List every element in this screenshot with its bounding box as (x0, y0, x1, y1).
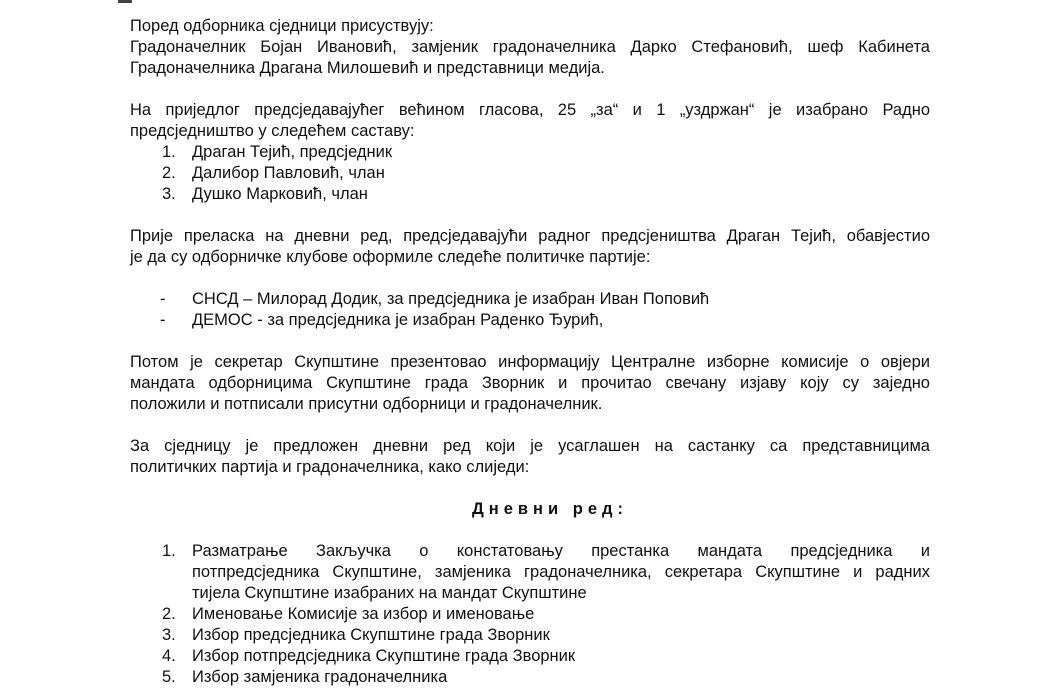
list-number: 2. (162, 605, 176, 623)
clubs-line-2: је да су одборничке клубове оформиле следеће политичке партије: (130, 248, 651, 266)
list-item (130, 289, 930, 310)
list-item (130, 163, 930, 184)
list-number: 1. (162, 542, 176, 560)
clubs-list (130, 289, 930, 331)
document-page (130, 16, 930, 688)
list-text: Драган Тејић, предсједник (192, 143, 393, 161)
list-text: Избор предсједника Скупштине града Зворник (192, 626, 550, 644)
list-item (130, 667, 930, 688)
attendance-line-1: Градоначелник Бојан Ивановић, замјеник градоначелника Дарко Стефановић, шеф Кабинета (130, 38, 930, 56)
mandate-line-3: положили и потписали присутни одборници и градоначелник. (130, 395, 603, 413)
list-number: 3. (162, 626, 176, 644)
list-text: ДЕМОС - за предсједника је изабран Раденко Ђурић, (192, 311, 604, 329)
list-text: Далибор Павловић, члан (192, 164, 385, 182)
mandate-line-1: Потом је секретар Скупштине презентовао информацију Централне изборне комисије о овјери (130, 353, 930, 371)
list-item (130, 310, 930, 331)
presidency-line-1: На приједлог предсједавајућег већином гласова, 25 „за“ и 1 „уздржан“ је изабрано Радно (130, 101, 930, 119)
list-item (130, 646, 930, 667)
list-number: 3. (162, 185, 176, 203)
list-text: Избор замјеника градоначелника (192, 668, 448, 686)
list-item (130, 541, 930, 604)
presidency-line-2: предсједништво у следећем саставу: (130, 122, 415, 140)
list-number: 4. (162, 647, 176, 665)
clubs-line-1: Прије преласка на дневни ред, предсједавајући радног предсјеништва Драган Тејић, обавјестио (130, 227, 930, 245)
agenda-heading: Дневни ред: (472, 500, 628, 518)
list-item (130, 604, 930, 625)
presidency-members-list (130, 142, 930, 205)
list-text: Именовање Комисије за избор и именовање (192, 605, 535, 623)
agenda-list (130, 541, 930, 688)
list-item (130, 142, 930, 163)
list-text: СНСД – Милорад Додик, за предсједника је изабран Иван Поповић (192, 290, 710, 308)
list-dash: - (160, 290, 166, 308)
list-dash: - (160, 311, 166, 329)
list-text: Избор потпредсједника Скупштине града Зворник (192, 647, 576, 665)
proposal-line-1: За сједницу је предложен дневни ред који је усаглашен на састанку са представницима (130, 437, 930, 455)
agenda-item-1-line-2: потпредсједника Скупштине, замјеника градоначелника, секретара Скупштине и радних (192, 563, 930, 581)
attendance-intro: Поред одборника сједници присуствују: (130, 17, 434, 35)
agenda-item-1-line-3: тијела Скупштине изабраних на мандат Скупштине (192, 584, 587, 602)
agenda-item-1-line-1: Разматрање Закључка о констатовању престанка мандата предсједника и (192, 542, 930, 560)
list-item (130, 625, 930, 646)
list-number: 1. (162, 143, 176, 161)
mandate-line-2: мандата одборницима Скупштине града Зворник и прочитао свечану изјаву коју су заједно (130, 374, 930, 392)
list-text: Душко Марковић, члан (192, 185, 368, 203)
page-top-mark (118, 0, 132, 3)
list-item (130, 184, 930, 205)
proposal-line-2: политичких партија и градоначелника, како слиједи: (130, 458, 530, 476)
attendance-line-2: Градоначелника Драгана Милошевић и представници медија. (130, 59, 605, 77)
list-number: 5. (162, 668, 176, 686)
list-number: 2. (162, 164, 176, 182)
